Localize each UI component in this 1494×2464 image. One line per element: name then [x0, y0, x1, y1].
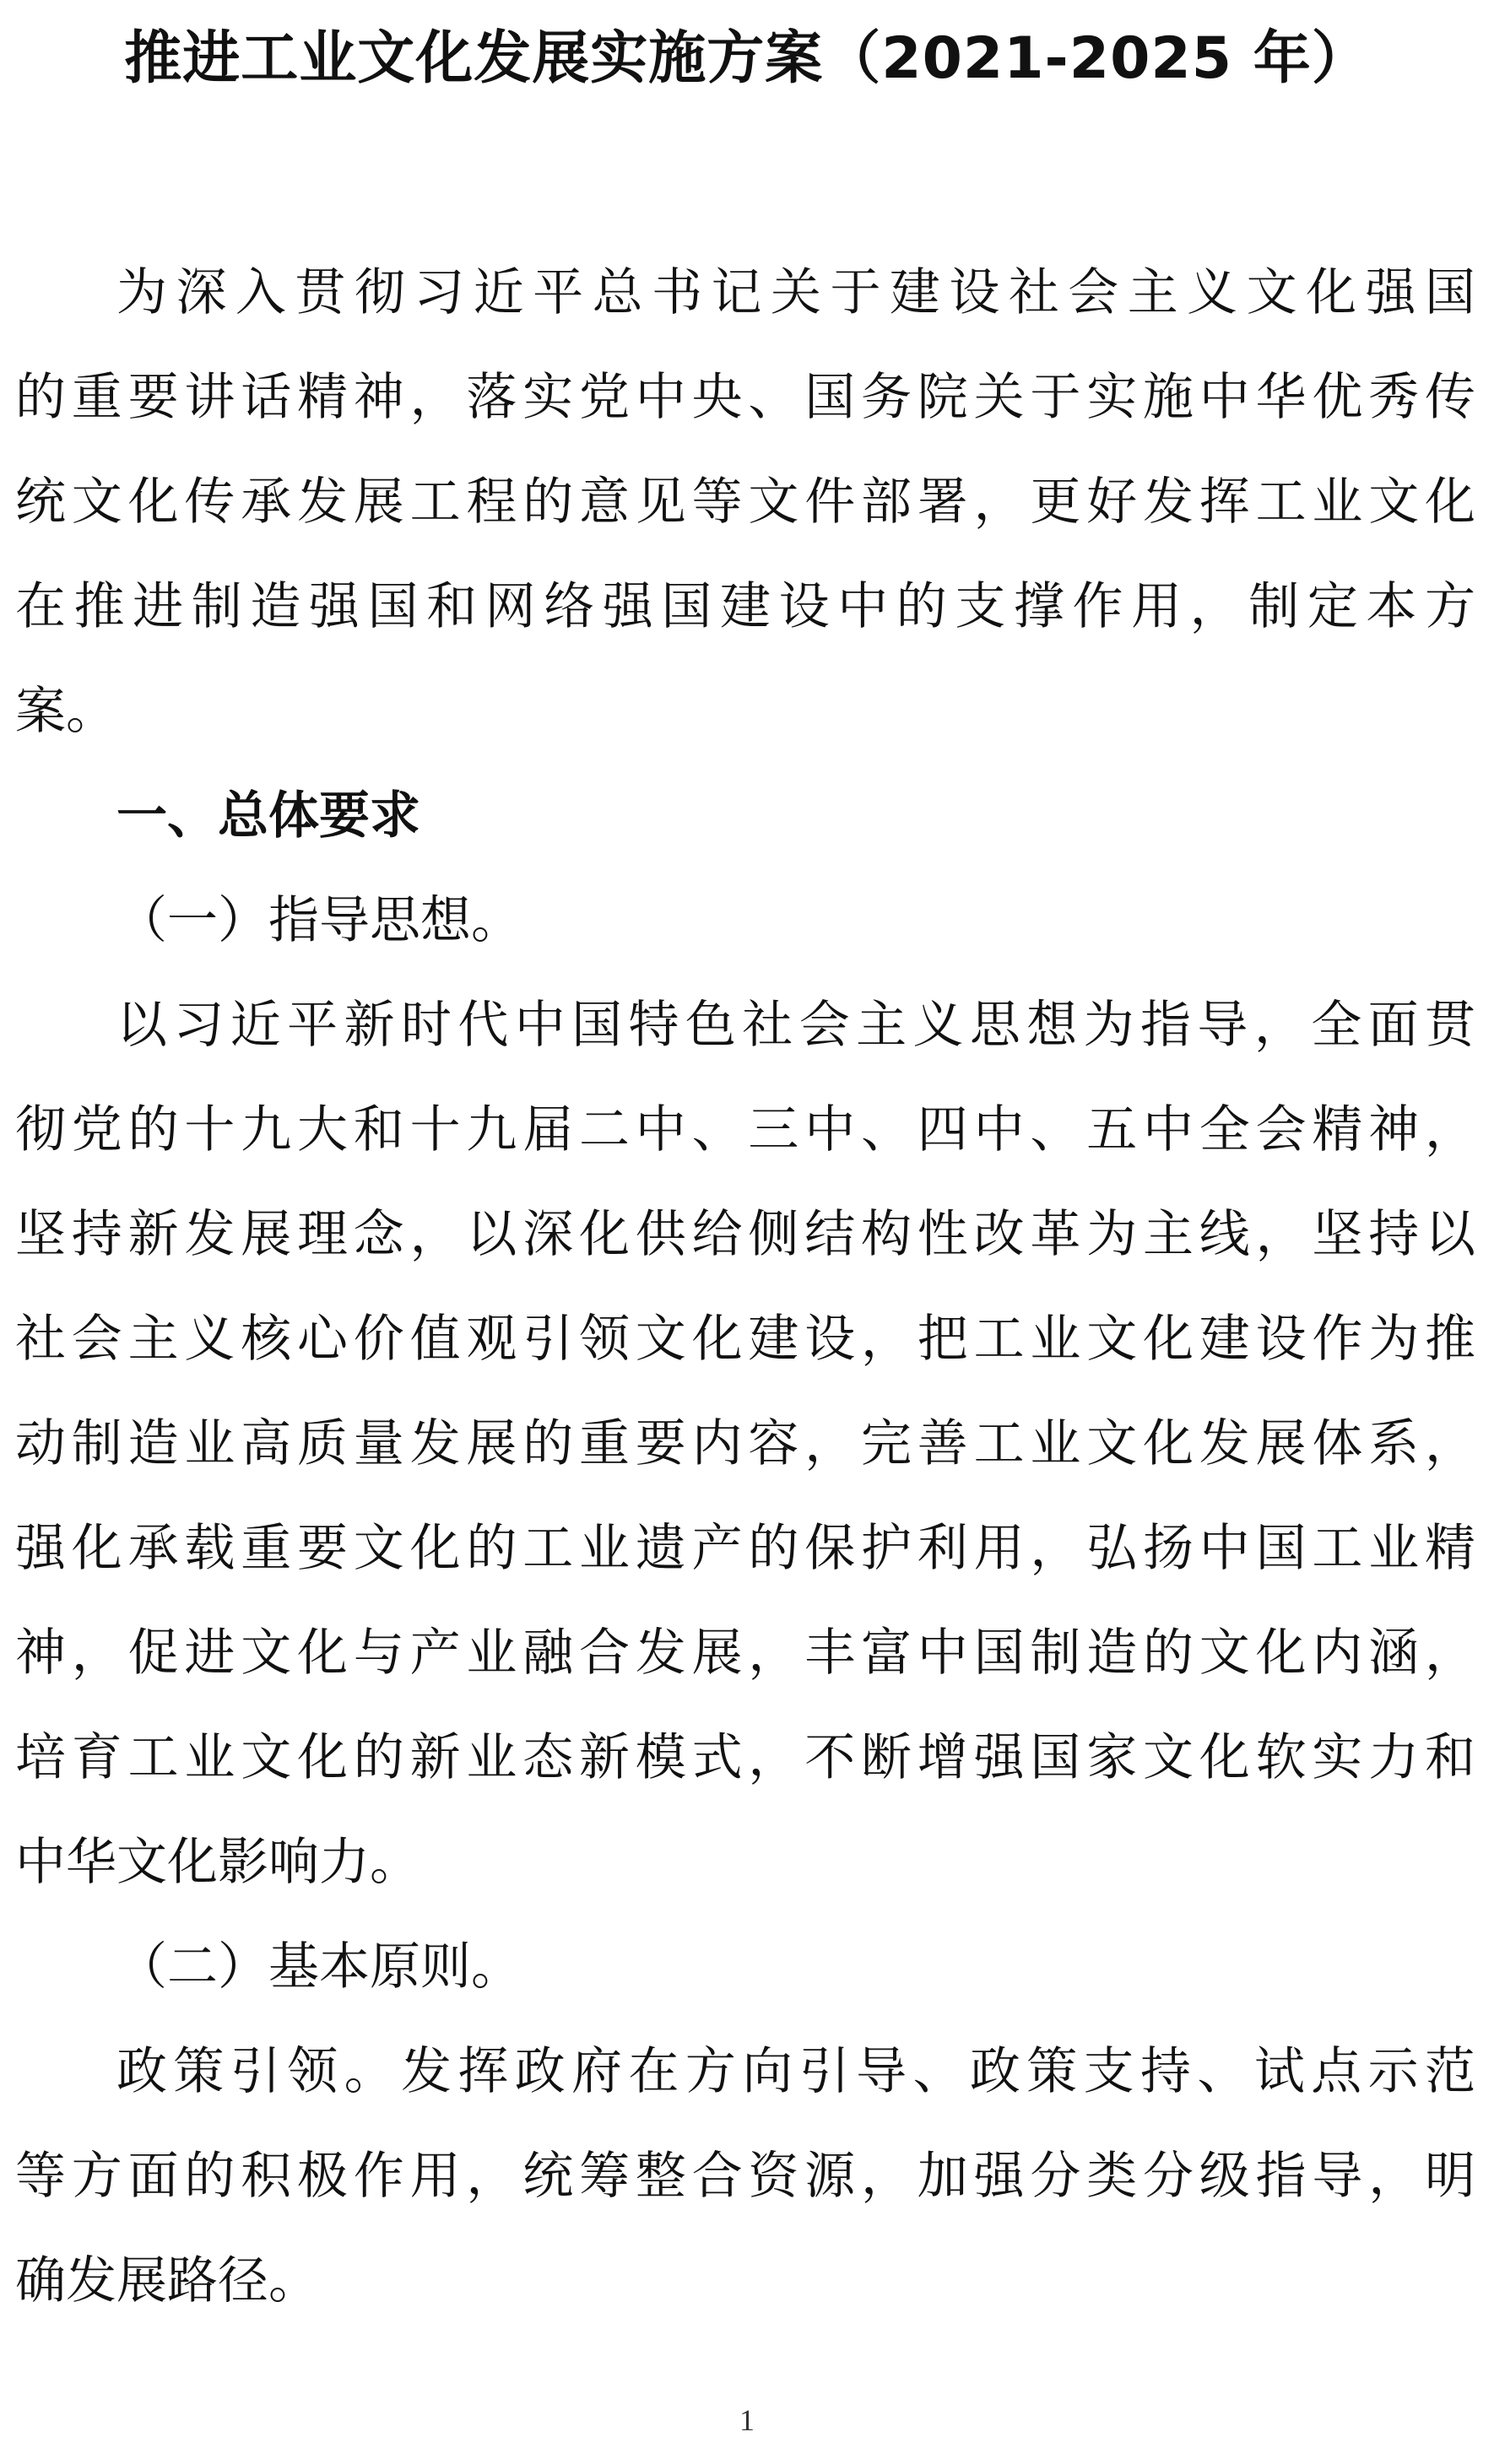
section-heading: [15, 764, 1475, 868]
text-line-content: 为深入贯彻习近平总书记关于建设社会主义文化强国: [116, 263, 1475, 322]
text-line: [15, 1601, 1475, 1705]
text-line: [15, 1810, 1475, 1915]
text-line: [15, 345, 1475, 450]
text-line: [15, 1705, 1475, 1810]
text-line: [15, 1496, 1475, 1601]
text-line: [15, 1915, 1475, 2019]
text-line: [15, 2124, 1475, 2229]
text-line: [15, 240, 1475, 345]
text-line-content: 神，促进文化与产业融合发展，丰富中国制造的文化内涵，: [15, 1624, 1475, 1683]
text-line-content: 培育工业文化的新业态新模式，不断增强国家文化软实力和: [15, 1728, 1475, 1787]
text-line-content: 的重要讲话精神，落实党中央、国务院关于实施中华优秀传: [15, 368, 1475, 427]
text-line-content: 中华文化影响力。: [15, 1833, 420, 1892]
text-line-content: 政策引领。发挥政府在方向引导、政策支持、试点示范: [116, 2042, 1475, 2101]
paragraph: [15, 2019, 1475, 2333]
paragraph: [15, 973, 1475, 1915]
text-line: [15, 1391, 1475, 1496]
text-line: [15, 2019, 1475, 2124]
text-line-content: （二）基本原则。: [116, 1937, 522, 1997]
text-line-content: 坚持新发展理念，以深化供给侧结构性改革为主线，坚持以: [15, 1205, 1475, 1264]
page-number: 1: [739, 2403, 755, 2437]
text-line: [15, 973, 1475, 1078]
text-line-content: 一、总体要求: [116, 786, 420, 846]
document-body: [15, 240, 1475, 2333]
text-line: [15, 868, 1475, 973]
text-line-content: 统文化传承发展工程的意见等文件部署，更好发挥工业文化: [15, 473, 1475, 532]
text-line: [15, 764, 1475, 868]
text-line: [15, 2229, 1475, 2333]
text-line-content: 等方面的积极作用，统筹整合资源，加强分类分级指导，明: [15, 2147, 1475, 2206]
text-line: [15, 1287, 1475, 1391]
text-line-content: 彻党的十九大和十九届二中、三中、四中、五中全会精神，: [15, 1100, 1475, 1159]
document-title: 推进工业文化发展实施方案（2021-2025 年）: [124, 25, 1370, 92]
text-line: [15, 554, 1475, 659]
text-line: [15, 659, 1475, 764]
paragraph: [15, 240, 1475, 764]
text-line-content: 强化承载重要文化的工业遗产的保护利用，弘扬中国工业精: [15, 1519, 1475, 1578]
text-line-content: 社会主义核心价值观引领文化建设，把工业文化建设作为推: [15, 1310, 1475, 1369]
text-line-content: （一）指导思想。: [116, 891, 522, 950]
text-line-content: 案。: [15, 682, 116, 741]
text-line-content: 以习近平新时代中国特色社会主义思想为指导，全面贯: [116, 996, 1475, 1055]
text-line-content: 确发展路径。: [15, 2251, 319, 2310]
text-line: [15, 450, 1475, 554]
text-line-content: 在推进制造强国和网络强国建设中的支撑作用，制定本方: [15, 577, 1475, 636]
subsection-heading: [15, 868, 1475, 973]
text-line: [15, 1078, 1475, 1182]
text-line-content: 动制造业高质量发展的重要内容，完善工业文化发展体系，: [15, 1414, 1475, 1473]
subsection-heading: [15, 1915, 1475, 2019]
text-line: [15, 1182, 1475, 1287]
